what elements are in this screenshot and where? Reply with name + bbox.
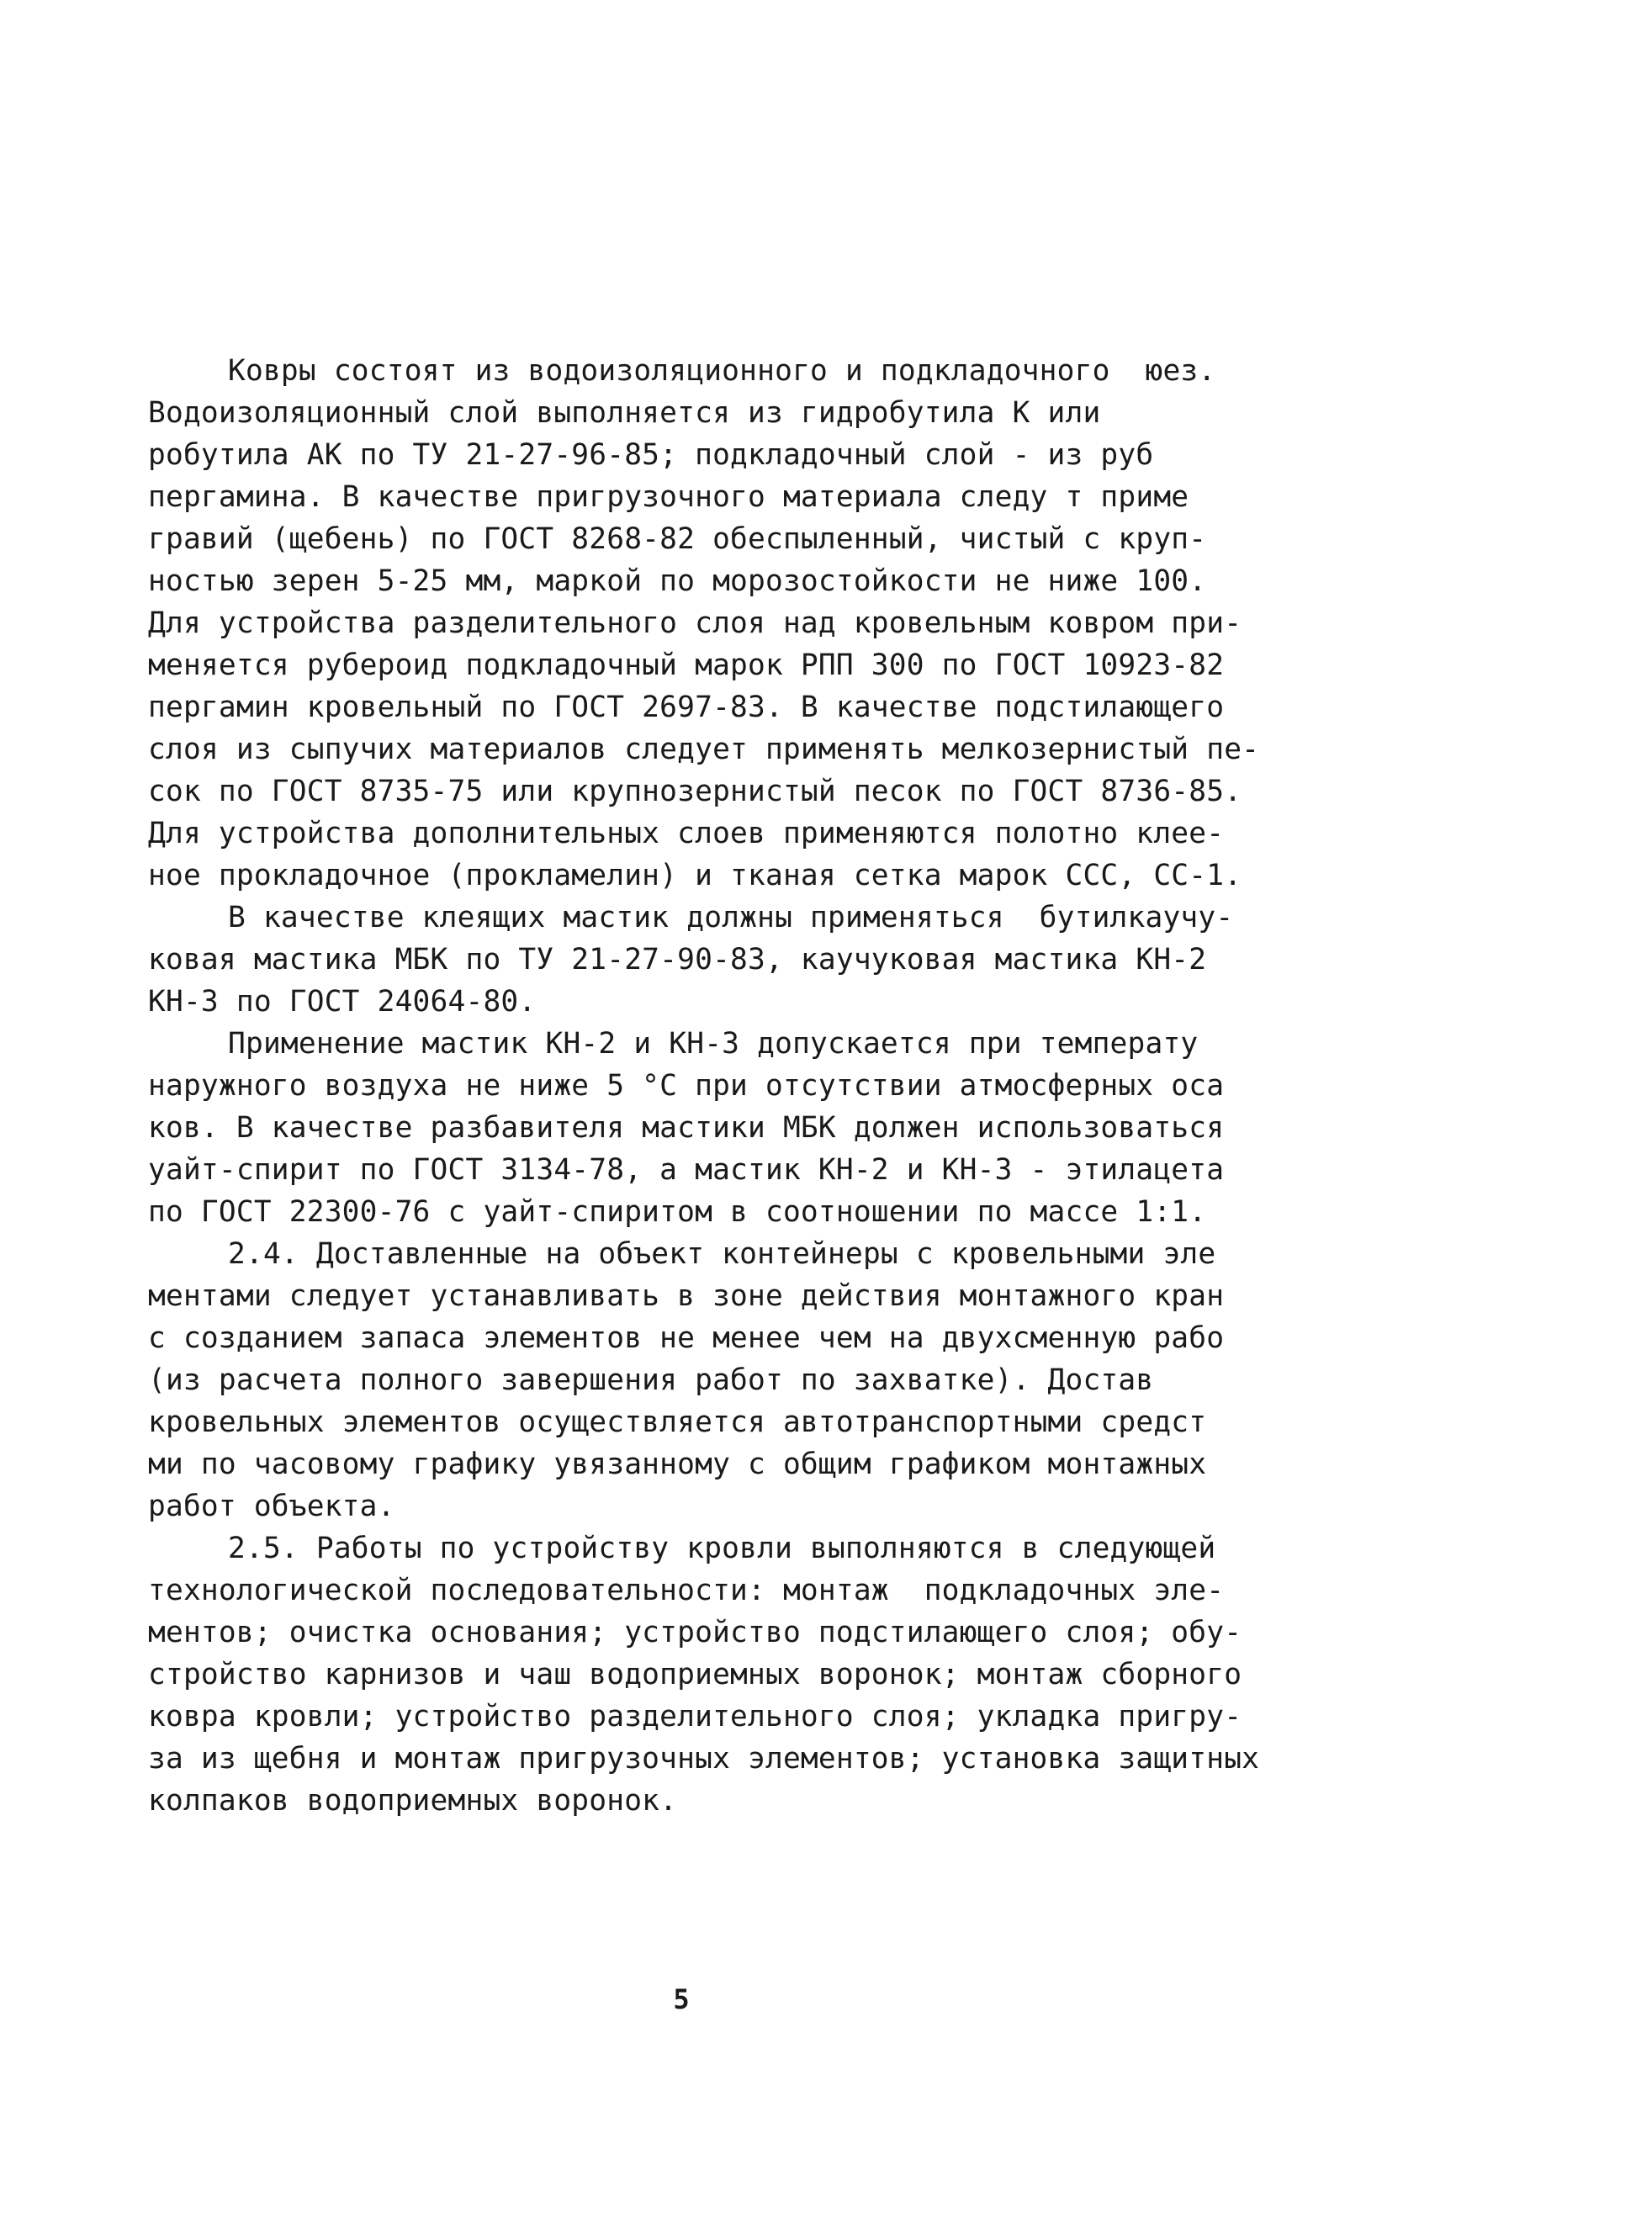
text-line: ментами следует устанавливать в зоне действия монтажного кран [148,1279,1225,1313]
body-text [148,350,1260,1822]
text-line: КН-3 по ГОСТ 24064-80. [148,985,537,1019]
text-line: робутила АК по ТУ 21-27-96-85; подкладочный слой - из руб [148,438,1154,472]
text-line: Водоизоляционный слой выполняется из гидробутила К или [148,396,1101,430]
text-line: 2.5. Работы по устройству кровли выполняются в следующей [228,1532,1216,1565]
text-line: работ объекта. [148,1490,395,1523]
text-line: меняется рубероид подкладочный марок РПП 300 по ГОСТ 10923-82 [148,648,1225,682]
text-line: сок по ГОСТ 8735-75 или крупнозернистый песок по ГОСТ 8736-85. [148,775,1242,808]
text-line: ковра кровли; устройство разделительного слоя; укладка пригру- [148,1700,1242,1734]
text-line: слоя из сыпучих материалов следует применять мелкозернистый пе- [148,733,1260,766]
text-line: ми по часовому графику увязанному с общим графиком монтажных [148,1448,1207,1481]
text-line: Для устройства дополнительных слоев применяются полотно клее- [148,817,1225,850]
text-line: кровельных элементов осуществляется автотранспортными средст [148,1405,1207,1439]
text-line: гравий (щебень) по ГОСТ 8268-82 обеспыленный, чистый с круп- [148,522,1207,556]
text-line: пергамин кровельный по ГОСТ 2697-83. В качестве подстилающего [148,691,1225,724]
text-line: В качестве клеящих мастик должны применяться бутилкаучу- [228,901,1234,934]
text-line: ковая мастика МБК по ТУ 21-27-90-83, каучуковая мастика КН-2 [148,943,1207,977]
text-line: Ковры состоят из водоизоляционного и подкладочного юез. [228,354,1216,388]
text-line: 2.4. Доставленные на объект контейнеры с кровельными эле [228,1237,1216,1271]
text-line: колпаков водоприемных воронок. [148,1784,678,1818]
text-line: уайт-спирит по ГОСТ 3134-78, а мастик КН-2 и КН-3 - этилацета [148,1153,1225,1187]
text-line: (из расчета полного завершения работ по захватке). Достав [148,1363,1154,1397]
text-line: стройство карнизов и чаш водоприемных воронок; монтаж сборного [148,1658,1242,1691]
text-line: Применение мастик КН-2 и КН-3 допускается при температу [228,1027,1199,1061]
text-line: по ГОСТ 22300-76 с уайт-спиритом в соотношении по массе 1:1. [148,1195,1207,1229]
text-line: ков. В качестве разбавителя мастики МБК должен использоваться [148,1111,1225,1145]
text-line: ностью зерен 5-25 мм, маркой по морозостойкости не ниже 100. [148,564,1207,598]
text-line: ное прокладочное (прокламелин) и тканая сетка марок ССС, СС-1. [148,859,1242,892]
text-line: за из щебня и монтаж пригрузочных элементов; установка защитных [148,1742,1260,1776]
text-line: пергамина. В качестве пригрузочного материала следу т приме [148,480,1189,514]
text-line: наружного воздуха не ниже 5 °С при отсутствии атмосферных оса [148,1069,1225,1103]
text-line: технологической последовательности: монтаж подкладочных эле- [148,1574,1225,1607]
text-line: ментов; очистка основания; устройство подстилающего слоя; обу- [148,1616,1242,1649]
text-line: Для устройства разделительного слоя над кровельным ковром при- [148,606,1242,640]
page-number: 5 [673,1983,690,2015]
text-line: с созданием запаса элементов не менее чем на двухсменную рабо [148,1321,1225,1355]
